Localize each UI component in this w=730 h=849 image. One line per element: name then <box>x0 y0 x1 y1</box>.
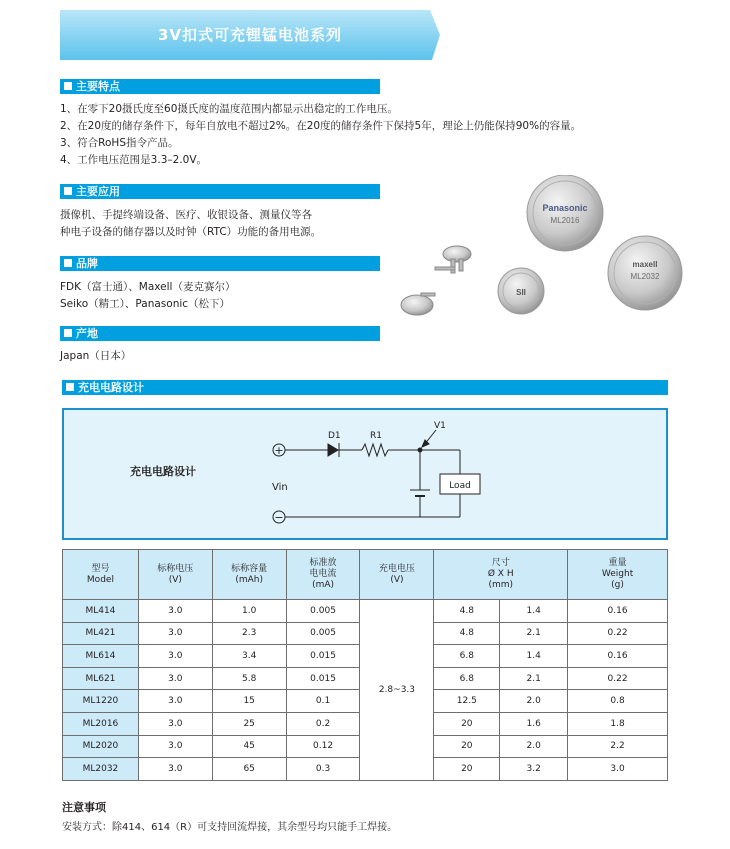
cell-diameter: 4.8 <box>434 622 500 645</box>
cell-weight: 0.16 <box>568 645 668 668</box>
square-icon <box>64 82 72 90</box>
cell-model: ML621 <box>63 667 139 690</box>
col-header-charge-voltage: 充电电压 (V) <box>360 550 434 600</box>
battery-brand-text: SII <box>516 288 526 297</box>
cell-height: 1.6 <box>500 712 568 735</box>
section-title: 品牌 <box>76 257 98 270</box>
col-header-size: 尺寸 Ø X H (mm) <box>434 550 568 600</box>
col-header-capacity: 标称容量 (mAh) <box>212 550 286 600</box>
battery-photos <box>395 175 695 335</box>
cell-height: 2.1 <box>500 622 568 645</box>
section-header-applications <box>60 184 380 199</box>
cell-voltage: 3.0 <box>138 690 212 713</box>
battery-brand-text: maxell <box>632 260 658 269</box>
cell-height: 2.0 <box>500 735 568 758</box>
col-header-voltage: 标称电压 (V) <box>138 550 212 600</box>
cell-current: 0.2 <box>286 712 360 735</box>
notes-title: 注意事项 <box>62 801 106 814</box>
cell-weight: 0.16 <box>568 600 668 623</box>
cell-voltage: 3.0 <box>138 645 212 668</box>
tabbed-battery-image <box>435 246 471 273</box>
section-title: 充电电路设计 <box>78 381 144 394</box>
cell-charge-voltage: 2.8~3.3 <box>360 600 434 781</box>
cell-capacity: 1.0 <box>212 600 286 623</box>
cell-current: 0.12 <box>286 735 360 758</box>
cell-diameter: 4.8 <box>434 600 500 623</box>
list-item: Seiko（精工）、Panasonic（松下） <box>60 298 231 310</box>
cell-capacity: 65 <box>212 758 286 781</box>
notes-text: 安装方式：除414、614（R）可支持回流焊接，其余型号均只能手工焊接。 <box>62 822 398 833</box>
v1-label: V1 <box>434 421 446 431</box>
cell-weight: 0.22 <box>568 622 668 645</box>
origin-text <box>60 348 131 365</box>
cell-capacity: 45 <box>212 735 286 758</box>
cell-capacity: 3.4 <box>212 645 286 668</box>
cell-diameter: 12.5 <box>434 690 500 713</box>
applications-text <box>60 207 321 241</box>
brands-text <box>60 279 235 313</box>
col-header-model: 型号 Model <box>63 550 139 600</box>
list-item: 2、在20度的储存条件下，每年自放电不超过2%。在20度的储存条件下保持5年，理论上仍能保持90%的容量。 <box>60 120 582 132</box>
section-title: 主要特点 <box>76 80 120 93</box>
col-header-current: 标准放 电电流 (mA) <box>286 550 360 600</box>
minus-sign: − <box>274 511 284 524</box>
list-item: 3、符合RoHS指令产品。 <box>60 137 179 149</box>
square-icon <box>64 329 72 337</box>
specs-table <box>62 549 668 781</box>
list-item: 摄像机、手提终端设备、医疗、收银设备、测量仪等各 <box>60 209 312 221</box>
cell-diameter: 6.8 <box>434 667 500 690</box>
cell-diameter: 6.8 <box>434 645 500 668</box>
battery-brand-text: Panasonic <box>542 203 588 213</box>
section-header-brands <box>60 256 380 271</box>
cell-voltage: 3.0 <box>138 600 212 623</box>
list-item: 4、工作电压范围是3.3–2.0V。 <box>60 154 208 166</box>
vin-label: Vin <box>272 482 288 493</box>
cell-height: 1.4 <box>500 600 568 623</box>
cell-current: 0.1 <box>286 690 360 713</box>
list-item: 1、在零下20摄氏度至60摄氏度的温度范围内都显示出稳定的工作电压。 <box>60 103 398 115</box>
cell-weight: 3.0 <box>568 758 668 781</box>
square-icon <box>64 259 72 267</box>
cell-model: ML421 <box>63 622 139 645</box>
section-title: 产地 <box>76 327 98 340</box>
plus-sign: + <box>274 444 284 457</box>
section-title: 主要应用 <box>76 185 120 198</box>
title-banner <box>60 10 440 60</box>
col-header-weight: 重量 Weight (g) <box>568 550 668 600</box>
list-item: FDK（富士通）、Maxell（麦克赛尔） <box>60 281 236 293</box>
list-item: 种电子设备的储存器以及时钟（RTC）功能的备用电源。 <box>60 226 322 238</box>
section-header-features <box>60 79 380 94</box>
battery-model-text: ML2016 <box>550 216 580 225</box>
square-icon <box>66 383 74 391</box>
page-title: 3V扣式可充锂锰电池系列 <box>157 26 343 44</box>
table-header-row <box>63 550 668 600</box>
section-header-circuit <box>62 380 668 395</box>
list-item: Japan（日本） <box>60 350 132 362</box>
cell-voltage: 3.0 <box>138 758 212 781</box>
cell-capacity: 2.3 <box>212 622 286 645</box>
cell-height: 2.1 <box>500 667 568 690</box>
cell-height: 3.2 <box>500 758 568 781</box>
section-header-origin <box>60 326 380 341</box>
charging-circuit-diagram <box>264 418 554 533</box>
tiny-battery-image <box>401 293 435 315</box>
cell-voltage: 3.0 <box>138 735 212 758</box>
cell-weight: 2.2 <box>568 735 668 758</box>
cell-diameter: 20 <box>434 758 500 781</box>
cell-current: 0.015 <box>286 667 360 690</box>
cell-voltage: 3.0 <box>138 667 212 690</box>
r1-label: R1 <box>370 431 382 441</box>
cell-weight: 1.8 <box>568 712 668 735</box>
cell-height: 1.4 <box>500 645 568 668</box>
cell-model: ML1220 <box>63 690 139 713</box>
cell-model: ML2020 <box>63 735 139 758</box>
cell-current: 0.015 <box>286 645 360 668</box>
features-list <box>60 101 581 169</box>
cell-model: ML2032 <box>63 758 139 781</box>
cell-weight: 0.8 <box>568 690 668 713</box>
cell-model: ML2016 <box>63 712 139 735</box>
panasonic-battery-image <box>527 175 603 251</box>
cell-current: 0.3 <box>286 758 360 781</box>
seiko-battery-image <box>498 268 544 314</box>
cell-capacity: 5.8 <box>212 667 286 690</box>
cell-diameter: 20 <box>434 735 500 758</box>
circuit-panel <box>62 408 668 540</box>
cell-weight: 0.22 <box>568 667 668 690</box>
cell-voltage: 3.0 <box>138 712 212 735</box>
cell-capacity: 25 <box>212 712 286 735</box>
d1-label: D1 <box>328 431 341 441</box>
circuit-label: 充电电路设计 <box>130 465 196 478</box>
maxell-battery-image <box>608 236 682 310</box>
square-icon <box>64 187 72 195</box>
cell-model: ML614 <box>63 645 139 668</box>
cell-height: 2.0 <box>500 690 568 713</box>
battery-model-text: ML2032 <box>630 272 660 281</box>
load-label: Load <box>449 481 471 491</box>
cell-capacity: 15 <box>212 690 286 713</box>
table-row <box>63 600 668 623</box>
cell-model: ML414 <box>63 600 139 623</box>
cell-voltage: 3.0 <box>138 622 212 645</box>
cell-current: 0.005 <box>286 600 360 623</box>
cell-current: 0.005 <box>286 622 360 645</box>
cell-diameter: 20 <box>434 712 500 735</box>
